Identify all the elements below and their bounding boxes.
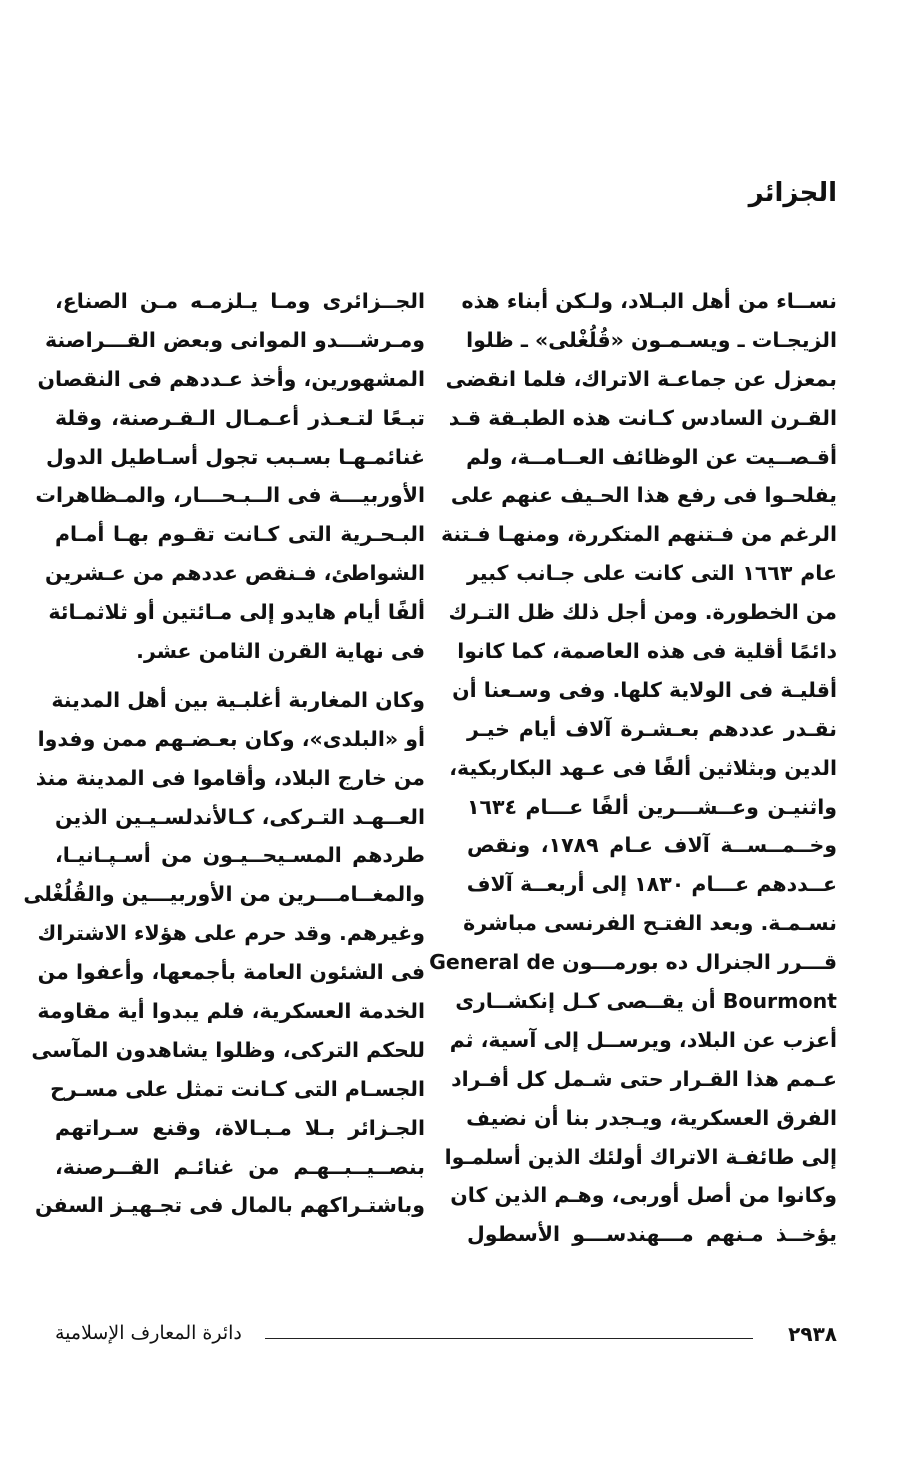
text-line: ألفًا أيام هايدو إلى مـائتين أو ثلاثمـائة — [48, 600, 425, 625]
text-line: فى نهاية القرن الثامن عشر. — [136, 639, 425, 664]
right-column — [429, 282, 837, 1254]
text-line: الشواطئ، فـنقص عددهم من عـشرين — [45, 561, 425, 586]
text-line: أعزب عن البلاد، ويرســل إلى آسية، ثم — [449, 1027, 837, 1052]
text-line: الجـزائر بـلا مـبـالاة، وقنع سـراتهم — [55, 1115, 425, 1140]
text-line: أقـصــيت عن الوظائف العــامــة، ولم — [466, 444, 837, 469]
text-line: قـــرر الجنرال ده بورمـــون General de — [429, 950, 837, 975]
text-line: بمعزل عن جماعـة الاتراك، فلما انقضى — [445, 366, 837, 391]
text-line: بنصــيــبــهـم من غنائـم القــرصنة، — [55, 1154, 425, 1179]
text-line: الأوربيـــة فى الــبـحـــار، والمـظاهرات — [35, 483, 425, 508]
text-line: إلى طائفـة الاتراك أولئك الذين أسلمـوا — [444, 1144, 837, 1169]
text-line: عام ١٦٦٣ التى كانت على جـانب كبير — [467, 561, 837, 586]
text-line: البـحـرية التى كـانت تقـوم بهـا أمـام — [55, 522, 425, 547]
text-line: وغيرهم. وقد حرم على هؤلاء الاشتراك — [37, 921, 425, 946]
text-line: عــددهم عـــام ١٨٣٠ إلى أربعــة آلاف — [466, 872, 837, 897]
text-line: وكان المغاربة أغلبـية بين أهل المدينة — [51, 687, 425, 712]
paragraph-gap — [55, 671, 425, 681]
text-line: والمغــامـــرين من الأوربيـــين والقُلُغْلى — [23, 882, 425, 907]
left-column — [23, 282, 425, 1225]
text-line: أقليـة فى الولاية كلها. وفى وسـعنا أن — [452, 677, 837, 702]
text-line: ومـرشـــدو الموانى وبعض القـــراصنة — [44, 327, 425, 352]
text-line: نســاء من أهل البـلاد، ولـكن أبناء هذه — [461, 289, 837, 313]
text-line: فى الشئون العامة بأجمعها، وأعفوا من — [37, 960, 425, 985]
text-line: طردهم المسـيحــيـون من أسـپـانيـا، — [55, 843, 425, 868]
text-line: من الخطورة. ومن أجل ذلك ظل التـرك — [448, 600, 837, 625]
text-line: أو «البلدى»، وكان بعـضـهم ممن وفدوا — [37, 726, 425, 751]
text-line: غنائمـهـا بسـبب تجول أسـاطيل الدول — [45, 444, 425, 469]
text-line: واثنيـن وعــشـــرين ألفًا عـــام ١٦٣٤ — [467, 794, 837, 819]
text-line: الجسـام التى كـانت تمثل على مسـرح — [50, 1076, 425, 1101]
text-line: الرغم من فـتنهم المتكررة، ومنهـا فـتنة — [441, 522, 837, 547]
text-line: نسـمـة. وبعد الفتـح الفرنسى مباشرة — [463, 911, 837, 936]
text-line: الدين وبثلاثين ألفًا فى عـهد البكاربكية، — [449, 755, 837, 780]
text-line: وباشتـراكهم بالمال فى تجـهيـز السفن — [35, 1193, 425, 1218]
text-line: نقـدر عددهم بعـشـرة آلاف أيام خيـر — [467, 716, 837, 741]
text-line: وخــمــســة آلاف عـام ١٧٨٩، ونقص — [467, 833, 837, 858]
footer-rule — [265, 1338, 753, 1339]
text-line: الزيجـات ـ ويسـمـون «قُلُغْلى» ـ ظلوا — [466, 327, 837, 352]
text-line: العــهـد التـركى، كـالأندلسـيـين الذين — [55, 804, 425, 829]
page-footer — [55, 1322, 837, 1352]
text-line: دائمًا أقلية فى هذه العاصمة، كما كانوا — [457, 639, 837, 664]
page-number: ٢٩٣٨ — [788, 1322, 837, 1346]
text-line: للحكم التركى، وظلوا يشاهدون المآسى — [31, 1037, 425, 1062]
text-line: الجــزائرى ومـا يـلزمـه مـن الصناع، — [55, 289, 425, 313]
text-line: Bourmont أن يقــصى كـل إنكشــارى — [455, 989, 837, 1014]
text-line: تبـعًا لتـعـذر أعـمـال الـقـرصنة، وقلة — [55, 405, 425, 430]
text-line: عـمم هذا القـرار حتى شـمل كل أفـراد — [451, 1066, 837, 1091]
text-line: الخدمة العسكرية، فلم يبدوا أية مقاومة — [37, 999, 425, 1024]
running-header — [749, 178, 837, 208]
text-line: من خارج البلاد، وأقاموا فى المدينة منذ — [35, 765, 425, 790]
text-line: يؤخــذ مـنهم مـــهندســـو الأسطول — [467, 1222, 837, 1247]
text-line: المشهورين، وأخذ عـددهم فى النقصان — [37, 366, 425, 391]
text-line: القـرن السادس كـانت هذه الطبـقة قـد — [448, 405, 837, 430]
text-line: يفلحـوا فى رفع هذا الحـيف عنهم على — [450, 483, 837, 508]
publisher-name: دائرة المعارف الإسلامية — [55, 1322, 242, 1344]
header-title: الجزائر — [748, 178, 837, 208]
text-line: الفرق العسكرية، ويـجدر بنا أن نضيف — [466, 1105, 837, 1130]
text-line: وكانوا من أصل أوربى، وهـم الذين كان — [450, 1183, 837, 1208]
